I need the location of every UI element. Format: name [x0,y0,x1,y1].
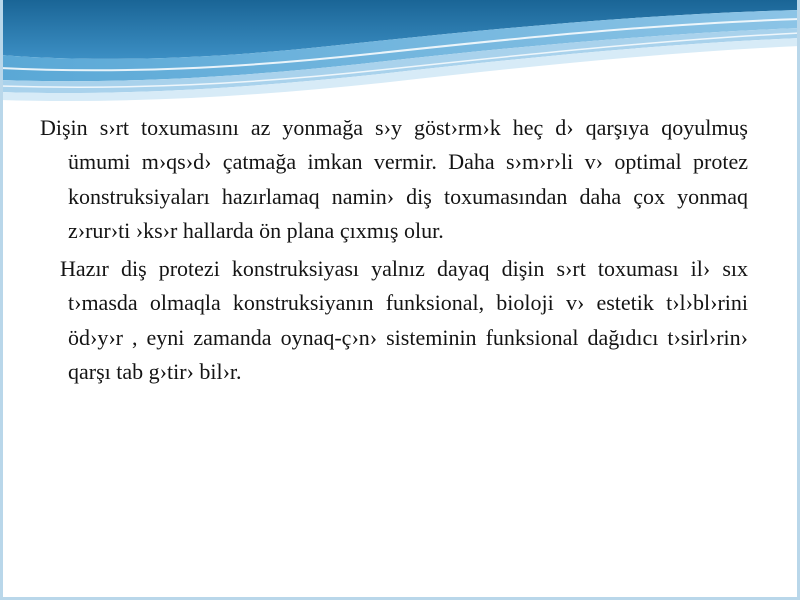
slide-body [40,111,748,389]
paragraph-2: Hazır diş protezi konstruksiyası yalnız dayaq dişin s›rt toxuması il› sıx t›masda olmaqla konstruksiyanın funksional, bioloji v› estetik t›l›bl›rini öd›y›r , eyni zamanda oynaq-ç›n› sisteminin funksional dağıdıcı t›sirl›rin› qarşı tab g›tir› bil›r. [60,256,748,385]
paragraph-1: Dişin s›rt toxumasını az yonmağa s›y göst›rm›k heç d› qarşıya qoyulmuş ümumi m›qs›d› çatmağa imkan vermir. Daha s›m›r›li v› optimal protez konstruksiyaları hazırlamaq namin› diş toxumasından daha çox yonmaq z›rur›ti ›ks›r hallarda ön plana çıxmış olur. [40,115,748,243]
slide-frame-left [0,0,3,600]
wave-header-decoration [0,0,800,110]
